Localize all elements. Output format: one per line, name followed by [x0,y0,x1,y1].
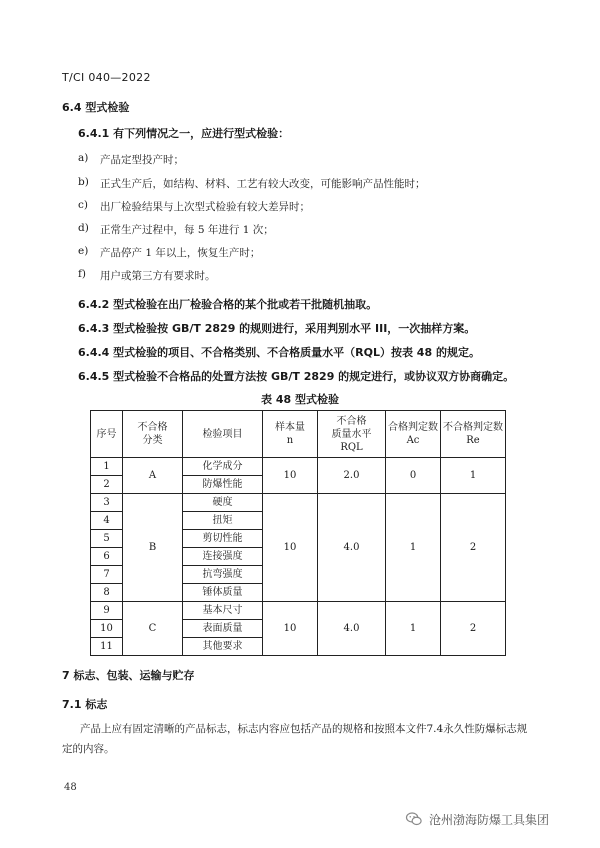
table-row [91,458,506,476]
header-rql: 不合格 质量水平 RQL [318,411,386,458]
list-item-label: c) [78,199,88,211]
list-item-label: d) [78,222,89,234]
list-item [78,222,274,236]
cell-category: B [123,494,183,602]
cell-item: 抗弯强度 [183,566,263,584]
list-item-text: 产品定型投产时； [100,154,184,166]
section-6-4-title: 6.4 型式检验 [62,101,130,114]
list-item [78,152,184,166]
list-item-text: 用户或第三方有要求时。 [100,270,216,282]
table-header-row [91,411,506,458]
list-item-text: 正常生产过程中，每 5 年进行 1 次； [100,224,274,236]
cell-category: C [123,602,183,656]
page-number: 48 [64,782,77,793]
section-7-1-line-2: 定的内容。 [62,743,115,755]
cell-item: 基本尺寸 [183,602,263,620]
cell-rql: 4.0 [318,602,386,656]
table-caption: 表 48 型式检验 [261,393,339,406]
cell-seq: 9 [91,602,123,620]
cell-accept: 1 [386,602,441,656]
cell-item: 防爆性能 [183,476,263,494]
cell-seq: 10 [91,620,123,638]
cell-accept: 0 [386,458,441,494]
watermark [405,810,549,828]
cell-seq: 1 [91,458,123,476]
cell-reject: 2 [441,494,506,602]
cell-seq: 11 [91,638,123,656]
clause-6-4-1: 6.4.1 有下列情况之一，应进行型式检验： [78,127,290,140]
table-row [91,602,506,620]
cell-item: 其他要求 [183,638,263,656]
list-item-text: 出厂检验结果与上次型式检验有较大差异时； [100,201,310,213]
cell-item: 锤体质量 [183,584,263,602]
list-item [78,245,261,259]
cell-item: 化学成分 [183,458,263,476]
header-seq: 序号 [91,411,123,458]
list-item-text: 产品停产 1 年以上，恢复生产时； [100,247,261,259]
cell-rql: 4.0 [318,494,386,602]
cell-sample-size: 10 [263,458,318,494]
cell-seq: 4 [91,512,123,530]
list-item [78,268,216,282]
cell-item: 剪切性能 [183,530,263,548]
header-accept: 合格判定数 Ac [386,411,441,458]
clause-6-4-4: 6.4.4 型式检验的项目、不合格类别、不合格质量水平（RQL）按表 48 的规定。 [78,346,480,359]
cell-accept: 1 [386,494,441,602]
wechat-icon [405,810,423,828]
header-item: 检验项目 [183,411,263,458]
list-item-label: e) [78,245,89,257]
section-7-title: 7 标志、包装、运输与贮存 [62,669,195,682]
cell-item: 连接强度 [183,548,263,566]
section-7-1-title: 7.1 标志 [62,698,108,711]
section-7-1-line-1: 产品上应有固定清晰的产品标志，标志内容应包括产品的规格和按照本文件7.4永久性防爆标志规 [80,723,528,735]
inspection-table [90,410,506,656]
list-item-label: f) [78,268,86,280]
list-item [78,199,310,213]
cell-sample-size: 10 [263,494,318,602]
header-reject: 不合格判定数 Re [441,411,506,458]
list-item-text: 正式生产后，如结构、材料、工艺有较大改变，可能影响产品性能时； [100,178,426,190]
list-item [78,176,426,190]
cell-item: 表面质量 [183,620,263,638]
cell-item: 扭矩 [183,512,263,530]
cell-item: 硬度 [183,494,263,512]
cell-reject: 1 [441,458,506,494]
watermark-text: 沧州渤海防爆工具集团 [429,812,550,827]
clause-6-4-2: 6.4.2 型式检验在出厂检验合格的某个批或若干批随机抽取。 [78,298,378,311]
table-row [91,494,506,512]
header-sample-size: 样本量 n [263,411,318,458]
cell-sample-size: 10 [263,602,318,656]
cell-seq: 8 [91,584,123,602]
cell-seq: 5 [91,530,123,548]
document-id: T/CI 040—2022 [62,71,151,84]
cell-rql: 2.0 [318,458,386,494]
list-item-label: a) [78,152,89,164]
cell-category: A [123,458,183,494]
header-category: 不合格 分类 [123,411,183,458]
cell-seq: 2 [91,476,123,494]
clause-6-4-5: 6.4.5 型式检验不合格品的处置方法按 GB/T 2829 的规定进行，或协议双方协商确定。 [78,370,515,383]
list-item-label: b) [78,176,89,188]
cell-seq: 3 [91,494,123,512]
cell-seq: 6 [91,548,123,566]
cell-reject: 2 [441,602,506,656]
cell-seq: 7 [91,566,123,584]
clause-6-4-3: 6.4.3 型式检验按 GB/T 2829 的规则进行，采用判别水平 III，一次抽样方案。 [78,322,476,335]
